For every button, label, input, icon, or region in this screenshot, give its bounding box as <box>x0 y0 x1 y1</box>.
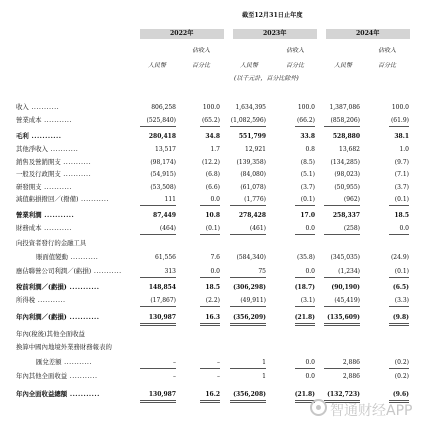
total-double-rule <box>389 325 409 326</box>
percent-cell: (6.5) <box>392 284 409 291</box>
percent-cell: 1.7 <box>210 146 220 153</box>
total-double-rule <box>295 323 315 324</box>
subtotal-rule <box>230 368 266 369</box>
row-label: 營業利潤 ........... <box>16 211 75 219</box>
amount-cell: (98,023) <box>334 171 360 178</box>
amount-cell: 313 <box>164 268 176 275</box>
percent-cell: 33.8 <box>300 133 315 140</box>
subtotal-rule <box>389 306 409 307</box>
pct-header-bot: 百分比 <box>286 62 305 69</box>
amount-cell: 528,880 <box>332 133 360 140</box>
percent-cell: (61.9) <box>390 117 409 124</box>
percent-cell: 0.0 <box>305 268 315 275</box>
amount-cell: 148,854 <box>148 284 176 291</box>
amount-cell: 1,634,395 <box>235 104 266 111</box>
percent-cell: (6.8) <box>205 171 220 178</box>
percent-cell: (5.1) <box>300 171 315 178</box>
subtotal-rule <box>389 368 409 369</box>
leader-dots: ........... <box>41 183 72 191</box>
percent-cell: 0.0 <box>210 268 220 275</box>
amount-cell: 2,886 <box>342 373 360 380</box>
amount-cell: 278,428 <box>238 212 266 219</box>
amount-cell: – <box>173 373 176 380</box>
row-label: 所得稅 ........... <box>16 296 66 304</box>
total-double-rule <box>200 323 220 324</box>
leader-dots: ........... <box>28 132 62 140</box>
subtotal-rule <box>230 205 266 206</box>
amount-cell: 280,418 <box>148 133 176 140</box>
unit-note: (以千元計，百分比除外) <box>234 75 299 82</box>
subtotal-rule <box>230 277 266 278</box>
total-double-rule <box>324 323 360 324</box>
amount-cell: 1 <box>262 373 266 380</box>
watermark-text: 智通财经APP <box>330 403 413 419</box>
percent-cell: 0.0 <box>210 196 220 203</box>
percent-cell: (2.2) <box>205 297 220 304</box>
amount-cell: (135,609) <box>327 314 360 321</box>
amount-cell: 130,987 <box>148 391 176 398</box>
amount-cell: (461) <box>249 225 266 232</box>
leader-dots: ........... <box>35 296 66 304</box>
percent-cell: 17.0 <box>300 212 315 219</box>
row-label: 一般及行政開支 ........... <box>16 170 92 178</box>
subtotal-rule <box>200 126 220 127</box>
year-2023: 2023年 <box>263 30 287 37</box>
percent-cell: 16.3 <box>205 314 220 321</box>
percent-cell: (0.2) <box>394 359 409 366</box>
rmb-header: 人民幣 <box>148 62 167 69</box>
amount-cell: 75 <box>258 268 266 275</box>
amount-cell: 87,449 <box>153 212 176 219</box>
subtotal-rule <box>324 126 360 127</box>
pct-header-top: 佔收入 <box>378 47 397 54</box>
subtotal-rule <box>140 126 176 127</box>
row-label: 研發開支 ........... <box>16 183 72 191</box>
percent-cell: (9.6) <box>392 391 409 398</box>
amount-cell: (345,035) <box>330 254 360 261</box>
percent-cell: – <box>217 373 220 380</box>
percent-cell: 0.0 <box>305 359 315 366</box>
leader-dots: ........... <box>61 358 92 366</box>
amount-cell: (464) <box>159 225 176 232</box>
row-label: 減值虧損撥回／(撥備) ........... <box>16 195 109 203</box>
leader-dots: ........... <box>41 224 72 232</box>
percent-cell: (3.1) <box>300 297 315 304</box>
amount-cell: 61,556 <box>155 254 176 261</box>
subtotal-rule <box>230 234 266 235</box>
leader-dots: ........... <box>60 158 92 166</box>
subtotal-rule <box>324 306 360 307</box>
percent-cell: (0.1) <box>300 196 315 203</box>
leader-dots: ........... <box>41 211 75 219</box>
amount-cell: (584,340) <box>236 254 266 261</box>
total-double-rule <box>295 325 315 326</box>
leader-dots: ........... <box>66 283 100 291</box>
leader-dots: ........... <box>78 195 109 203</box>
row-label: 應佔聯營公司利潤／(虧損) ........... <box>16 267 122 275</box>
row-label: 其他淨收入 ........... <box>16 145 79 153</box>
subtotal-rule <box>140 306 176 307</box>
amount-cell: (356,209) <box>233 314 266 321</box>
percent-cell: (0.1) <box>394 268 409 275</box>
amount-cell: 2,886 <box>342 359 360 366</box>
percent-cell: (3.3) <box>394 297 409 304</box>
subtotal-rule <box>324 205 360 206</box>
amount-cell: 130,987 <box>148 314 176 321</box>
year-2024: 2024年 <box>356 30 380 37</box>
leader-dots: ........... <box>91 267 122 275</box>
total-double-rule <box>230 325 266 326</box>
amount-cell: 551,799 <box>238 133 266 140</box>
percent-cell: (0.2) <box>394 373 409 380</box>
year-2022: 2022年 <box>170 30 194 37</box>
subtotal-rule <box>389 234 409 235</box>
row-label: 銷售及營銷開支 ........... <box>16 158 92 166</box>
amount-cell: (84,080) <box>240 171 266 178</box>
subtotal-rule <box>324 234 360 235</box>
amount-cell: 111 <box>164 196 176 203</box>
total-double-rule <box>140 400 176 401</box>
amount-cell: (1,776) <box>244 196 266 203</box>
percent-cell: (21.8) <box>294 314 315 321</box>
subtotal-rule <box>324 277 360 278</box>
percent-cell: (3.7) <box>394 184 409 191</box>
percent-cell: (18.7) <box>294 284 315 291</box>
percent-cell: 18.5 <box>394 212 409 219</box>
percent-cell: 0.8 <box>305 146 315 153</box>
percent-cell: 100.0 <box>297 104 315 111</box>
percent-cell: (6.6) <box>205 184 220 191</box>
total-double-rule <box>200 402 220 403</box>
percent-cell: (3.7) <box>300 184 315 191</box>
percent-cell: (9.8) <box>392 314 409 321</box>
subtotal-rule <box>140 234 176 235</box>
subtotal-rule <box>200 205 220 206</box>
amount-cell: (132,723) <box>327 391 360 398</box>
amount-cell: 258,337 <box>332 212 360 219</box>
total-double-rule <box>140 402 176 403</box>
subtotal-rule <box>295 368 315 369</box>
row-label: 營業成本 ........... <box>16 116 72 124</box>
percent-cell: – <box>217 359 220 366</box>
amount-cell: 13,517 <box>155 146 176 153</box>
subtotal-rule <box>295 306 315 307</box>
leader-dots: ........... <box>67 372 98 380</box>
subtotal-rule <box>295 205 315 206</box>
leader-dots: ........... <box>47 145 79 153</box>
amount-cell: (98,174) <box>150 159 176 166</box>
row-label: 賬面值變動 ........... <box>36 253 99 261</box>
total-double-rule <box>230 323 266 324</box>
amount-cell: (53,508) <box>150 184 176 191</box>
percent-cell: (9.7) <box>394 159 409 166</box>
pct-header-bot: 百分比 <box>378 62 397 69</box>
subtotal-rule <box>200 277 220 278</box>
percent-cell: (65.2) <box>201 117 220 124</box>
amount-cell: (50,955) <box>334 184 360 191</box>
amount-cell: (139,358) <box>236 159 266 166</box>
rmb-header: 人民幣 <box>240 62 259 69</box>
pct-header-bot: 百分比 <box>192 62 211 69</box>
percent-cell: 18.5 <box>205 284 220 291</box>
row-label: 換算中國內地境外業務財務報表的 <box>16 343 112 351</box>
row-label: 年內利潤／(虧損) ........... <box>16 313 100 321</box>
subtotal-rule <box>200 368 220 369</box>
total-double-rule <box>140 323 176 324</box>
row-label: 年內(稅後)其他全面收益 <box>16 330 85 338</box>
amount-cell: 13,682 <box>339 146 360 153</box>
percent-cell: (21.8) <box>294 391 315 398</box>
percent-cell: 100.0 <box>202 104 220 111</box>
amount-cell: (61,078) <box>240 184 266 191</box>
row-label: 收入 ........... <box>16 103 60 111</box>
percent-cell: (35.8) <box>296 254 315 261</box>
amount-cell: 1,387,086 <box>329 104 360 111</box>
percent-cell: 0.0 <box>305 225 315 232</box>
percent-cell: (24.9) <box>390 254 409 261</box>
leader-dots: ........... <box>28 103 60 111</box>
leader-dots: ........... <box>41 116 72 124</box>
amount-cell: (1,082,596) <box>230 117 266 124</box>
leader-dots: ........... <box>66 313 100 321</box>
amount-cell: (356,208) <box>233 391 266 398</box>
period-header: 截至12月31日止年度 <box>242 12 303 19</box>
rmb-header: 人民幣 <box>334 62 353 69</box>
subtotal-rule <box>295 234 315 235</box>
subtotal-rule <box>140 368 176 369</box>
subtotal-rule <box>200 234 220 235</box>
percent-cell: (8.5) <box>300 159 315 166</box>
percent-cell: (66.2) <box>296 117 315 124</box>
row-label: 毛利 ........... <box>16 132 62 140</box>
amount-cell: (17,867) <box>150 297 176 304</box>
amount-cell: – <box>173 359 176 366</box>
row-label: 向投資者發行的金融工具 <box>16 239 87 247</box>
percent-cell: 7.6 <box>210 254 220 261</box>
subtotal-rule <box>389 277 409 278</box>
leader-dots: ........... <box>67 253 99 261</box>
percent-cell: (0.1) <box>394 196 409 203</box>
subtotal-rule <box>230 126 266 127</box>
row-label: 年內其他全面收益 ........... <box>16 372 98 380</box>
subtotal-rule <box>295 126 315 127</box>
leader-dots: ........... <box>60 170 92 178</box>
percent-cell: 10.8 <box>205 212 220 219</box>
total-double-rule <box>324 325 360 326</box>
percent-cell: 38.1 <box>394 133 409 140</box>
subtotal-rule <box>140 205 176 206</box>
row-label: 稅前利潤／(虧損) ........... <box>16 283 100 291</box>
total-double-rule <box>389 323 409 324</box>
amount-cell: (49,911) <box>240 297 266 304</box>
amount-cell: (525,840) <box>146 117 176 124</box>
amount-cell: (258) <box>343 225 360 232</box>
percent-cell: 0.0 <box>305 373 315 380</box>
total-double-rule <box>230 402 266 403</box>
pct-header-top: 佔收入 <box>286 47 305 54</box>
amount-cell: 1 <box>262 359 266 366</box>
amount-cell: (54,915) <box>150 171 176 178</box>
amount-cell: (134,285) <box>330 159 360 166</box>
amount-cell: (306,298) <box>233 284 266 291</box>
amount-cell: (1,234) <box>338 268 360 275</box>
percent-cell: 1.0 <box>399 146 409 153</box>
subtotal-rule <box>389 205 409 206</box>
amount-cell: 806,258 <box>151 104 176 111</box>
leader-dots: ........... <box>67 390 100 398</box>
subtotal-rule <box>324 368 360 369</box>
amount-cell: (45,419) <box>334 297 360 304</box>
percent-cell: 100.0 <box>391 104 409 111</box>
amount-cell: (90,190) <box>331 284 360 291</box>
percent-cell: (12.2) <box>201 159 220 166</box>
percent-cell: 16.2 <box>205 391 220 398</box>
amount-cell: (858,206) <box>330 117 360 124</box>
total-double-rule <box>230 400 266 401</box>
row-label: 年內全面收益總額 ........... <box>16 390 100 398</box>
total-double-rule <box>200 400 220 401</box>
watermark-logo-icon <box>310 399 327 416</box>
subtotal-rule <box>389 126 409 127</box>
percent-cell: (0.1) <box>205 225 220 232</box>
row-label: 財務成本 ........... <box>16 224 72 232</box>
amount-cell: (962) <box>343 196 360 203</box>
percent-cell: 34.8 <box>205 133 220 140</box>
subtotal-rule <box>140 277 176 278</box>
subtotal-rule <box>295 277 315 278</box>
total-double-rule <box>200 325 220 326</box>
total-double-rule <box>140 325 176 326</box>
percent-cell: (7.1) <box>394 171 409 178</box>
pct-header-top: 佔收入 <box>192 47 211 54</box>
row-label: 匯兌差額 ........... <box>36 358 92 366</box>
subtotal-rule <box>230 306 266 307</box>
amount-cell: 12,921 <box>245 146 266 153</box>
percent-cell: 0.0 <box>399 225 409 232</box>
subtotal-rule <box>200 306 220 307</box>
